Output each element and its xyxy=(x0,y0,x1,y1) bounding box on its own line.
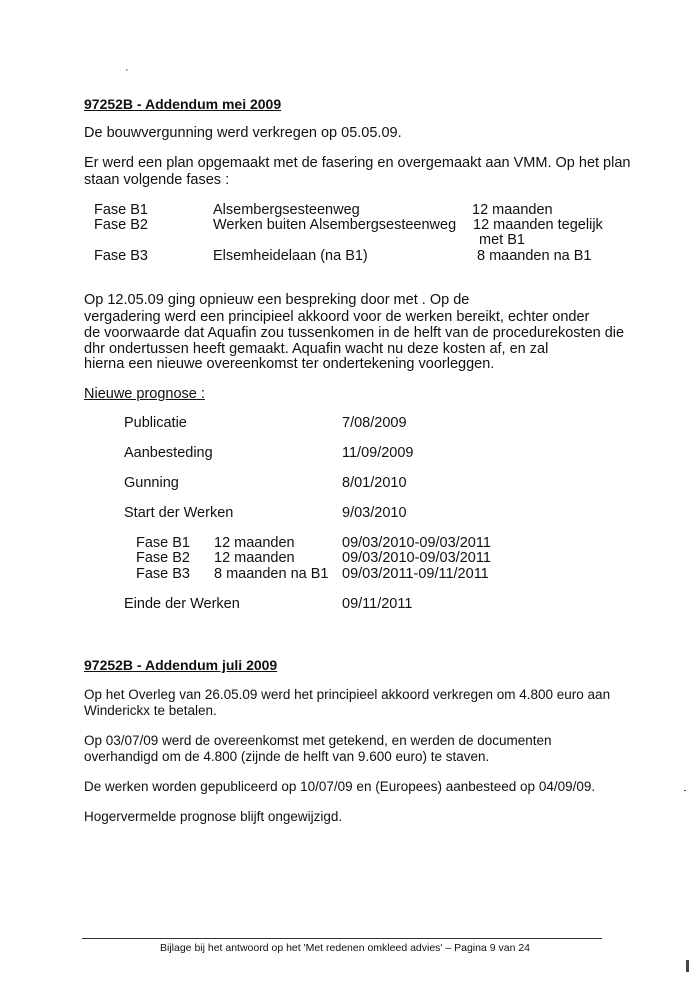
prognose-publicatie-date: 7/08/2009 xyxy=(342,415,407,431)
prognose-einde-label: Einde der Werken xyxy=(124,596,240,612)
prognose-start-label: Start der Werken xyxy=(124,505,234,521)
scan-edge-mark xyxy=(686,960,689,972)
phase-b1-label: Fase B1 xyxy=(94,202,148,218)
prognose-gunning-label: Gunning xyxy=(124,475,179,491)
section1-paragraph-3-line4: dhr ondertussen heeft gemaakt. Aquafin wacht nu deze kosten af, en zal xyxy=(84,341,549,357)
prognose-aanbesteding-date: 11/09/2009 xyxy=(342,445,414,461)
section2-paragraph-2-line1: Op 03/07/09 werd de overeenkomst met getekend, en werden de documenten xyxy=(84,733,552,748)
section2-paragraph-4: Hogervermelde prognose blijft ongewijzigd. xyxy=(84,809,343,824)
phase-b1-duration: 12 maanden xyxy=(472,202,553,218)
prognose-gunning-date: 8/01/2010 xyxy=(342,475,407,491)
section2-paragraph-1-line1: Op het Overleg van 26.05.09 werd het principieel akkoord verkregen om 4.800 euro aan xyxy=(84,687,611,702)
prognose-phase-b3-duration: 8 maanden na B1 xyxy=(214,566,329,582)
section1-paragraph-3-line3: de voorwaarde dat Aquafin zou tussenkomen in de helft van de procedurekosten die xyxy=(84,325,625,341)
phase-b3-label: Fase B3 xyxy=(94,248,148,264)
prognose-phase-b1-period: 09/03/2010-09/03/2011 xyxy=(342,535,491,551)
prognose-phase-b2-duration: 12 maanden xyxy=(214,550,295,566)
prognose-start-date: 9/03/2010 xyxy=(342,505,407,521)
section2-paragraph-1-line2: Winderickx te betalen. xyxy=(84,703,217,718)
section1-heading: 97252B - Addendum mei 2009 xyxy=(84,96,282,112)
phase-b2-duration-cont: met B1 xyxy=(479,232,525,248)
phase-b1-desc: Alsembergsesteenweg xyxy=(213,202,360,218)
phase-b3-duration: 8 maanden na B1 xyxy=(477,248,592,264)
page-footer: Bijlage bij het antwoord op het 'Met redenen omkleed advies' – Pagina 9 van 24 xyxy=(160,942,531,954)
section1-paragraph-3-line1: Op 12.05.09 ging opnieuw een bespreking door met . Op de xyxy=(84,292,470,308)
prognose-phase-b3-label: Fase B3 xyxy=(136,566,190,582)
section1-paragraph-3-line2: vergadering werd een principieel akkoord voor de werken bereikt, echter onder xyxy=(84,309,590,325)
section1-paragraph-2-line2: staan volgende fases : xyxy=(84,172,230,188)
prognose-publicatie-label: Publicatie xyxy=(124,415,187,431)
phase-b2-duration: 12 maanden tegelijk xyxy=(473,217,603,233)
prognose-phase-b1-label: Fase B1 xyxy=(136,535,190,551)
section1-paragraph-3-line5: hierna een nieuwe overeenkomst ter ondertekening voorleggen. xyxy=(84,356,495,372)
section1-paragraph-1: De bouwvergunning werd verkregen op 05.05.09. xyxy=(84,125,402,141)
prognose-phase-b2-period: 09/03/2010-09/03/2011 xyxy=(342,550,491,566)
prognose-phase-b1-duration: 12 maanden xyxy=(214,535,295,551)
section2-paragraph-3: De werken worden gepubliceerd op 10/07/09 en (Europees) aanbesteed op 04/09/09. xyxy=(84,779,596,794)
section2-heading: 97252B - Addendum juli 2009 xyxy=(84,657,278,673)
section2-paragraph-2-line2: overhandigd om de 4.800 (zijnde de helft van 9.600 euro) te staven. xyxy=(84,749,490,764)
prognose-phase-b3-period: 09/03/2011-09/11/2011 xyxy=(342,566,489,582)
prognose-aanbesteding-label: Aanbesteding xyxy=(124,445,213,461)
phase-b3-desc: Elsemheidelaan (na B1) xyxy=(213,248,368,264)
section1-paragraph-2-line1: Er werd een plan opgemaakt met de fasering en overgemaakt aan VMM. Op het plan xyxy=(84,155,631,171)
prognose-phase-b2-label: Fase B2 xyxy=(136,550,190,566)
footer-divider xyxy=(82,938,602,939)
stray-mark: · xyxy=(125,64,129,76)
prognose-einde-date: 09/11/2011 xyxy=(342,596,413,612)
scan-edge-mark xyxy=(684,790,686,791)
phase-b2-desc: Werken buiten Alsembergsesteenweg xyxy=(213,217,457,233)
phase-b2-label: Fase B2 xyxy=(94,217,148,233)
prognose-title: Nieuwe prognose : xyxy=(84,386,205,402)
